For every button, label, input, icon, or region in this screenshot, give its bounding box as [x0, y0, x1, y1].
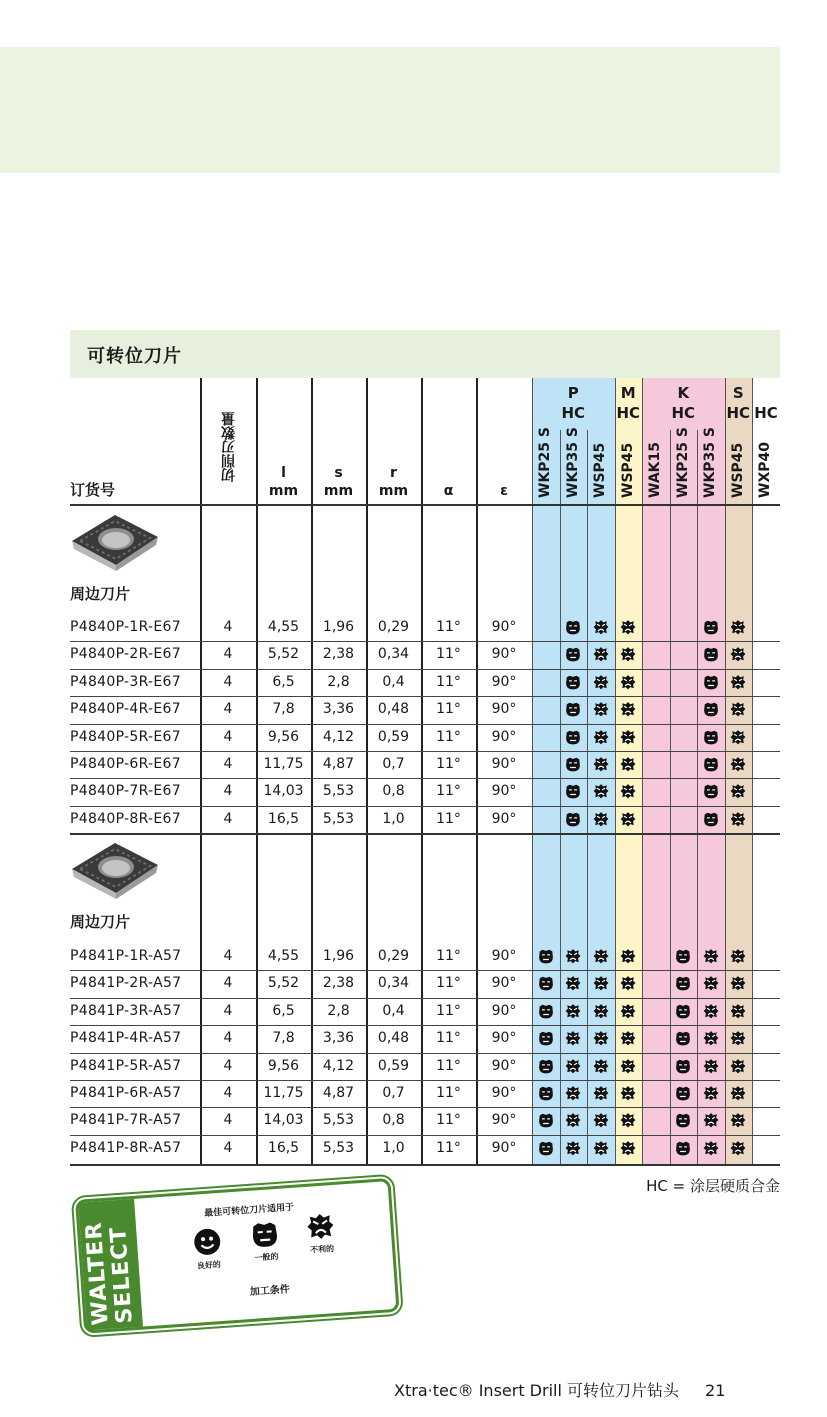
bad-face-icon [593, 811, 609, 827]
cell-s: 2,8 [327, 673, 350, 690]
bad-face-icon [730, 811, 746, 827]
order-number: P4840P-7R-E67 [70, 783, 181, 800]
bad-face-icon [620, 1058, 636, 1074]
iso-group-type: HC [616, 404, 641, 422]
cell-eps: 90° [491, 810, 517, 827]
cell-edges: 4 [223, 646, 233, 663]
neutral-face-icon [703, 811, 719, 827]
cell-l: 6,5 [272, 673, 295, 690]
column-divider [532, 378, 533, 1165]
order-number: P4841P-1R-A57 [70, 948, 182, 964]
order-number: P4840P-6R-E67 [70, 756, 181, 772]
bad-face-icon [730, 756, 746, 772]
cell-l: 9,56 [267, 728, 300, 745]
bad-face-icon [620, 674, 636, 690]
neutral-face-icon [565, 783, 581, 799]
cell-r: 0,48 [377, 701, 410, 718]
cell-l: 9,56 [267, 1057, 300, 1074]
bad-face-icon [593, 783, 609, 799]
bad-face-icon [703, 1058, 719, 1074]
cell-edges: 4 [223, 1002, 233, 1019]
cell-edges: 4 [223, 756, 233, 772]
cell-eps: 90° [491, 1057, 517, 1074]
bad-face-icon [730, 1003, 746, 1019]
bad-face-icon [593, 1112, 609, 1128]
bad-face-icon [593, 729, 609, 745]
good-face-icon [192, 1227, 222, 1257]
bad-face-icon [703, 1003, 719, 1019]
cell-r: 0,29 [377, 619, 410, 635]
cell-alpha: 11° [436, 1030, 461, 1047]
footer-title: Xtra·tec® Insert Drill 可转位刀片钻头 [394, 1381, 680, 1400]
bad-face-icon [593, 975, 609, 991]
neutral-face-icon [675, 1140, 691, 1156]
bad-face-icon [730, 1140, 746, 1156]
header-s: s [334, 465, 343, 481]
neutral-face-icon [565, 646, 581, 662]
cell-eps: 90° [491, 783, 517, 800]
grade-name: WKP25 S [537, 427, 553, 498]
cell-eps: 90° [491, 1139, 517, 1156]
cell-s: 2,38 [322, 975, 355, 992]
section-header [70, 330, 780, 378]
cell-s: 2,8 [327, 1002, 350, 1019]
cell-l: 14,03 [263, 1112, 304, 1129]
cell-eps: 90° [491, 619, 517, 635]
cell-edges: 4 [223, 810, 233, 827]
bad-face-icon [620, 811, 636, 827]
grade-name: WKP35 S [702, 427, 718, 498]
bad-face-icon [620, 1030, 636, 1046]
bad-face-icon [730, 1085, 746, 1101]
order-number: P4840P-8R-E67 [70, 810, 181, 827]
header-s-unit: mm [323, 483, 354, 499]
cell-r: 1,0 [382, 1139, 405, 1156]
header-order-no: 订货号 [70, 481, 116, 499]
column-divider [615, 378, 616, 1165]
neutral-face-icon [538, 1058, 554, 1074]
cell-eps: 90° [491, 673, 517, 690]
bad-face-icon [730, 729, 746, 745]
cell-r: 0,4 [382, 673, 405, 690]
order-number: P4841P-6R-A57 [70, 1085, 182, 1101]
cell-alpha: 11° [436, 701, 461, 718]
cell-alpha: 11° [436, 948, 461, 964]
cell-s: 5,53 [322, 783, 355, 800]
cell-eps: 90° [491, 1085, 517, 1101]
bad-face-icon [593, 948, 609, 964]
column-divider [560, 430, 561, 1165]
cell-eps: 90° [491, 975, 517, 992]
bad-face-icon [593, 619, 609, 635]
bad-label: 不利的 [309, 1244, 335, 1255]
cell-edges: 4 [223, 1139, 233, 1156]
cell-alpha: 11° [436, 783, 461, 800]
bad-face-icon [593, 1085, 609, 1101]
bad-face-icon [593, 1058, 609, 1074]
cell-l: 11,75 [263, 1085, 304, 1101]
good-label: 良好的 [196, 1259, 222, 1271]
cell-l: 7,8 [272, 1030, 295, 1047]
iso-group-type: HC [726, 404, 751, 422]
bad-face-icon [565, 1003, 581, 1019]
neutral-face-icon [250, 1219, 280, 1249]
grade-name: WSP45 [592, 442, 608, 498]
bad-face-icon [565, 1140, 581, 1156]
walter-select-label: WALTER SELECT [81, 1221, 138, 1327]
neutral-face-icon [675, 975, 691, 991]
cell-r: 1,0 [382, 810, 405, 827]
order-number: P4840P-2R-E67 [70, 646, 181, 663]
cell-eps: 90° [491, 756, 517, 772]
order-number: P4841P-2R-A57 [70, 975, 182, 992]
cell-r: 0,34 [377, 975, 410, 992]
cell-eps: 90° [491, 948, 517, 964]
cell-edges: 4 [223, 1112, 233, 1129]
walter-select-badge [78, 1199, 143, 1331]
page-number: 21 [705, 1381, 726, 1400]
cell-s: 5,53 [322, 1139, 355, 1156]
neutral-face-icon [703, 701, 719, 717]
cell-r: 0,8 [382, 1112, 405, 1129]
cell-l: 4,55 [267, 948, 300, 964]
cell-alpha: 11° [436, 975, 461, 992]
cell-r: 0,48 [377, 1030, 410, 1047]
order-number: P4841P-4R-A57 [70, 1030, 182, 1047]
bad-face-icon [620, 1140, 636, 1156]
cell-edges: 4 [223, 728, 233, 745]
bad-face-icon [730, 619, 746, 635]
bad-face-icon [593, 1140, 609, 1156]
cell-l: 11,75 [263, 756, 304, 772]
neutral-face-icon [565, 701, 581, 717]
table-bottom-border [70, 1164, 780, 1166]
cell-eps: 90° [491, 701, 517, 718]
bad-face-icon [730, 1112, 746, 1128]
cell-r: 0,59 [377, 728, 410, 745]
bad-face-icon [730, 701, 746, 717]
neutral-face-icon [703, 674, 719, 690]
header-r: r [390, 465, 397, 481]
cell-eps: 90° [491, 1112, 517, 1129]
walter-select-legend [75, 1178, 400, 1334]
order-number: P4841P-3R-A57 [70, 1002, 182, 1019]
neutral-face-icon [703, 646, 719, 662]
bad-face-icon [565, 948, 581, 964]
cell-s: 1,96 [322, 948, 355, 964]
iso-group-type: HC [561, 404, 586, 422]
iso-group-letter: P [567, 384, 579, 402]
order-number: P4841P-7R-A57 [70, 1112, 182, 1129]
iso-group-type: HC [754, 404, 778, 422]
bad-face-icon [620, 756, 636, 772]
cell-edges: 4 [223, 1057, 233, 1074]
cell-alpha: 11° [436, 728, 461, 745]
cell-edges: 4 [223, 1030, 233, 1047]
cell-edges: 4 [223, 619, 233, 635]
neutral-face-icon [675, 1085, 691, 1101]
cell-alpha: 11° [436, 673, 461, 690]
cell-s: 3,36 [322, 701, 355, 718]
bad-face-icon [620, 948, 636, 964]
neutral-face-icon [703, 729, 719, 745]
bad-face-icon [305, 1211, 335, 1241]
bad-face-icon [620, 783, 636, 799]
header-alpha: α [443, 483, 454, 499]
grade-name: WXP40 [757, 442, 773, 498]
neutral-face-icon [565, 619, 581, 635]
insert-image [70, 513, 160, 573]
neutral-face-icon [538, 1030, 554, 1046]
group-label: 周边刀片 [70, 913, 131, 931]
cell-r: 0,8 [382, 783, 405, 800]
neutral-face-icon [538, 948, 554, 964]
order-number: P4840P-3R-E67 [70, 673, 181, 690]
header-l-unit: mm [268, 483, 299, 499]
order-number: P4840P-4R-E67 [70, 701, 181, 718]
cell-l: 6,5 [272, 1002, 295, 1019]
neutral-face-icon [565, 756, 581, 772]
bad-face-icon [730, 975, 746, 991]
neutral-face-icon [675, 1058, 691, 1074]
cell-eps: 90° [491, 646, 517, 663]
cell-s: 4,87 [322, 756, 355, 772]
cell-eps: 90° [491, 1030, 517, 1047]
top-banner [0, 47, 780, 173]
cell-l: 4,55 [267, 619, 300, 635]
order-number: P4840P-1R-E67 [70, 619, 181, 635]
cell-r: 0,7 [382, 756, 405, 772]
bad-face-icon [620, 1085, 636, 1101]
bad-face-icon [730, 1058, 746, 1074]
cell-edges: 4 [223, 673, 233, 690]
cell-alpha: 11° [436, 1085, 461, 1101]
cell-s: 1,96 [322, 619, 355, 635]
iso-group-letter: M [620, 384, 636, 402]
page-footer [394, 1378, 725, 1401]
cell-r: 0,29 [377, 948, 410, 964]
grade-name: WSP45 [729, 442, 746, 498]
section-title: 可转位刀片 [87, 346, 182, 367]
bad-face-icon [730, 646, 746, 662]
insert-image [70, 841, 160, 901]
neutral-face-icon [703, 619, 719, 635]
bad-face-icon [703, 975, 719, 991]
cell-alpha: 11° [436, 1002, 461, 1019]
bad-face-icon [593, 674, 609, 690]
cell-alpha: 11° [436, 1112, 461, 1129]
column-divider [642, 378, 643, 1165]
bad-face-icon [730, 674, 746, 690]
grade-name: WKP25 S [674, 427, 691, 498]
bad-face-icon [565, 1085, 581, 1101]
bad-face-icon [565, 975, 581, 991]
bad-face-icon [593, 756, 609, 772]
cell-eps: 90° [491, 1002, 517, 1019]
cell-edges: 4 [223, 975, 233, 992]
cell-r: 0,7 [382, 1085, 405, 1101]
cell-l: 5,52 [267, 975, 300, 992]
cell-s: 4,87 [322, 1085, 355, 1101]
cell-s: 2,38 [322, 646, 355, 663]
iso-group-type: HC [671, 404, 696, 422]
order-number: P4841P-8R-A57 [70, 1139, 182, 1156]
cell-alpha: 11° [436, 1057, 461, 1074]
neutral-face-icon [675, 948, 691, 964]
bad-face-icon [703, 1085, 719, 1101]
bad-face-icon [565, 1030, 581, 1046]
bad-face-icon [620, 729, 636, 745]
iso-group-letter: S [732, 384, 744, 402]
hc-note: HC = 涂层硬质合金 [646, 1177, 780, 1195]
cell-alpha: 11° [436, 810, 461, 827]
bad-face-icon [730, 1030, 746, 1046]
column-divider [670, 430, 671, 1165]
neutral-face-icon [538, 1085, 554, 1101]
neutral-face-icon [675, 1030, 691, 1046]
iso-group-letter: K [677, 384, 690, 402]
cell-alpha: 11° [436, 646, 461, 663]
neutral-label: 一般的 [254, 1251, 279, 1263]
neutral-face-icon [703, 783, 719, 799]
neutral-face-icon [538, 975, 554, 991]
grade-name: WKP35 S [564, 427, 581, 498]
neutral-face-icon [538, 1140, 554, 1156]
order-number: P4840P-5R-E67 [70, 728, 181, 745]
cell-edges: 4 [223, 948, 233, 964]
bad-face-icon [620, 1112, 636, 1128]
column-divider [725, 378, 726, 1165]
bad-face-icon [620, 975, 636, 991]
cell-s: 4,12 [322, 1057, 355, 1074]
bad-face-icon [703, 1112, 719, 1128]
cell-s: 4,12 [322, 728, 355, 745]
row-divider [70, 833, 780, 835]
cell-alpha: 11° [436, 619, 461, 635]
bad-face-icon [730, 948, 746, 964]
cell-edges: 4 [223, 701, 233, 718]
bad-face-icon [620, 1003, 636, 1019]
conditions-label: 加工条件 [249, 1284, 291, 1299]
bad-face-icon [593, 701, 609, 717]
bad-face-icon [620, 701, 636, 717]
bad-face-icon [593, 1030, 609, 1046]
cell-r: 0,4 [382, 1002, 405, 1019]
cell-l: 14,03 [263, 783, 304, 800]
header-l: l [281, 465, 286, 481]
cell-alpha: 11° [436, 756, 461, 772]
neutral-face-icon [675, 1112, 691, 1128]
bad-face-icon [703, 948, 719, 964]
neutral-face-icon [565, 674, 581, 690]
cell-edges: 4 [223, 783, 233, 800]
bad-face-icon [730, 783, 746, 799]
neutral-face-icon [565, 729, 581, 745]
cell-l: 7,8 [272, 701, 295, 718]
bad-face-icon [703, 1030, 719, 1046]
bad-face-icon [565, 1058, 581, 1074]
column-divider [587, 430, 588, 1165]
header-divider [70, 504, 780, 506]
header-r-unit: mm [378, 483, 409, 499]
cell-r: 0,34 [377, 646, 410, 663]
column-divider [697, 430, 698, 1165]
neutral-face-icon [675, 1003, 691, 1019]
cell-s: 5,53 [322, 1112, 355, 1129]
neutral-face-icon [565, 811, 581, 827]
cell-alpha: 11° [436, 1139, 461, 1156]
cell-l: 16,5 [267, 810, 300, 827]
cell-edges: 4 [223, 1085, 233, 1101]
bad-face-icon [593, 1003, 609, 1019]
bad-face-icon [703, 1140, 719, 1156]
legend-title: 最佳可转位刀片适用于 [203, 1202, 295, 1220]
cell-r: 0,59 [377, 1057, 410, 1074]
cell-s: 5,53 [322, 810, 355, 827]
bad-face-icon [565, 1112, 581, 1128]
cell-l: 16,5 [267, 1139, 300, 1156]
neutral-face-icon [703, 756, 719, 772]
bad-face-icon [620, 619, 636, 635]
neutral-face-icon [538, 1112, 554, 1128]
order-number: P4841P-5R-A57 [70, 1057, 182, 1074]
header-cutting-edges: 切削刃数量 [221, 412, 237, 482]
header-epsilon: ε [500, 483, 508, 499]
grade-name: WSP45 [619, 442, 636, 498]
neutral-face-icon [538, 1003, 554, 1019]
cell-eps: 90° [491, 728, 517, 745]
group-label: 周边刀片 [70, 585, 131, 603]
bad-face-icon [593, 646, 609, 662]
bad-face-icon [620, 646, 636, 662]
cell-s: 3,36 [322, 1030, 355, 1047]
column-divider [752, 378, 753, 1165]
grade-name: WAK15 [647, 442, 663, 498]
cell-l: 5,52 [267, 646, 300, 663]
